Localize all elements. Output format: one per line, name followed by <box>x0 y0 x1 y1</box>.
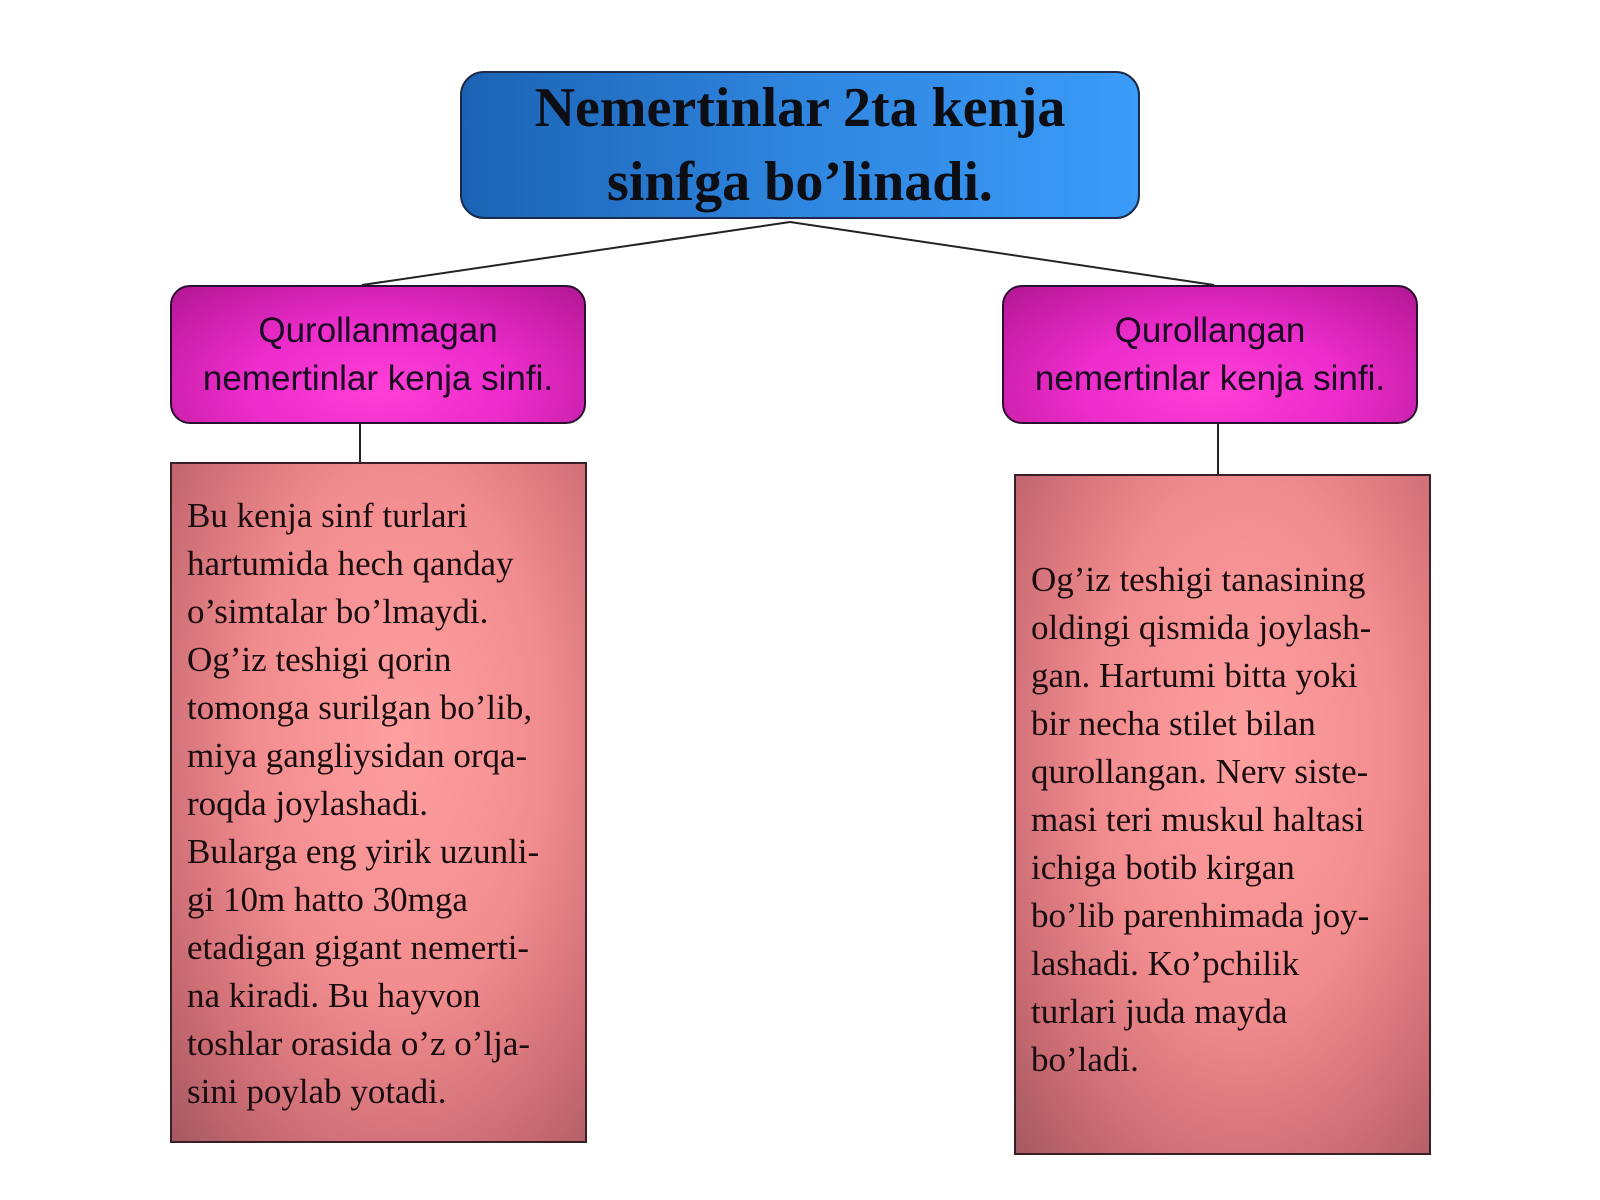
root-node-title: Nemertinlar 2ta kenja sinfga bo’linadi. <box>534 77 1066 213</box>
connector-title-to-right <box>790 222 1214 285</box>
subclass-node-armed-label: Qurollangan nemertinlar kenja sinfi. <box>1034 310 1386 398</box>
subclass-node-unarmed <box>170 285 586 424</box>
subclass-node-unarmed-label: Qurollanmagan nemertinlar kenja sinfi. <box>202 310 554 398</box>
description-box-unarmed <box>170 462 587 1143</box>
connector-title-to-left <box>362 222 790 285</box>
description-text-armed: Og’iz teshigi tanasining oldingi qismida joylash- gan. Hartumi bitta yoki bir necha stilet bilan qurollangan. Nerv siste- masi teri muskul haltasi ichiga botib kirgan bo’lib parenhimada joy- lashadi. Ko’pchilik turlari juda mayda bo’ladi. <box>1031 560 1372 1079</box>
root-node <box>460 71 1140 219</box>
subclass-node-armed <box>1002 285 1418 424</box>
description-box-armed <box>1014 474 1431 1155</box>
description-text-unarmed: Bu kenja sinf turlari hartumida hech qanday o’simtalar bo’lmaydi. Og’iz teshigi qorin tomonga surilgan bo’lib, miya gangliysidan orqa- roqda joylashadi. Bularga eng yirik uzunli- gi 10m hatto 30mga etadigan gigant nemerti- na kiradi. Bu hayvon toshlar orasida o’z o’lja- sini poylab yotadi. <box>187 496 540 1111</box>
